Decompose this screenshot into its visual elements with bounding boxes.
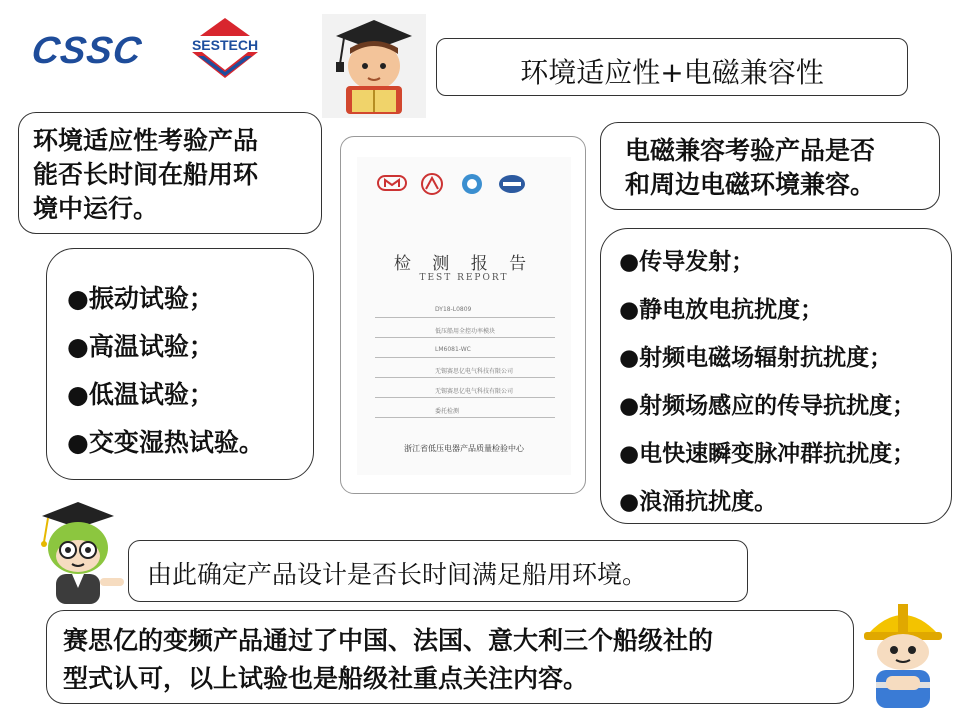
cal-mark-icon [417,173,447,195]
title-box [436,38,908,96]
emc-test-item: ●射频场感应的传导抗扰度； [619,393,916,419]
environment-test-item: ●交变湿热试验。 [67,428,264,457]
emc-description-line: 和周边电磁环境兼容。 [625,170,876,199]
environment-description-line: 能否长时间在船用环 [33,160,259,189]
cma-mark-icon [377,173,407,195]
environment-description-line: 境中运行。 [33,194,159,223]
environment-tests-box [46,248,314,480]
graduate-reading-illustration [322,14,426,118]
environment-description-box [18,112,322,234]
emc-test-item: ●浪涌抗扰度。 [619,489,778,515]
report-paper [357,157,571,475]
certification-box [46,610,854,704]
report-field [375,303,555,318]
report-field [375,403,555,418]
report-field [375,383,555,398]
worker-mascot-illustration [858,598,948,714]
emc-tests-box [600,228,952,524]
sestech-logo-text: SESTECH [191,37,259,53]
report-field-value: LM6081-WC [435,346,471,353]
cssc-logo: CSSC [29,30,145,72]
report-issuer: 浙江省低压电器产品质量检验中心 [404,444,524,453]
report-field [375,323,555,338]
report-field-value: 无锡赛思亿电气科技有限公司 [435,368,514,375]
environment-test-item: ●振动试验； [67,284,214,313]
environment-test-item: ●高温试验； [67,332,214,361]
conclusion-box [128,540,748,602]
cnas-mark-icon [497,173,527,195]
report-title: 检 测 报 告 [393,254,535,274]
report-field-value: DY18-L0809 [435,306,472,313]
report-field-value: 委托检测 [435,408,460,415]
test-report-image [340,136,586,494]
certification-line: 型式认可，以上试验也是船级社重点关注内容。 [63,664,589,693]
report-title-en: TEST REPORT [419,273,509,283]
emc-test-item: ●静电放电抗扰度； [619,297,824,323]
environment-description-line: 环境适应性考验产品 [33,126,259,155]
emc-test-item: ●电快速瞬变脉冲群抗扰度； [619,441,916,467]
page-title: 环境适应性+电磁兼容性 [520,56,824,89]
conclusion-text: 由此确定产品设计是否长时间满足船用环境。 [147,560,648,589]
certification-line: 赛思亿的变频产品通过了中国、法国、意大利三个船级社的 [63,626,714,655]
report-field [375,343,555,358]
report-field [375,363,555,378]
report-field-value: 低压船用全控功率模块 [435,328,496,335]
emc-description-box [600,122,940,210]
emc-description-line: 电磁兼容考验产品是否 [625,136,876,165]
emc-test-item: ●传导发射； [619,249,755,275]
ilac-mark-icon [457,173,487,195]
report-field-value: 无锡赛思亿电气科技有限公司 [435,388,514,395]
emc-test-item: ●射频电磁场辐射抗扰度； [619,345,893,371]
graduate-mascot-illustration [34,498,128,606]
sestech-logo [182,16,268,82]
environment-test-item: ●低温试验； [67,380,214,409]
